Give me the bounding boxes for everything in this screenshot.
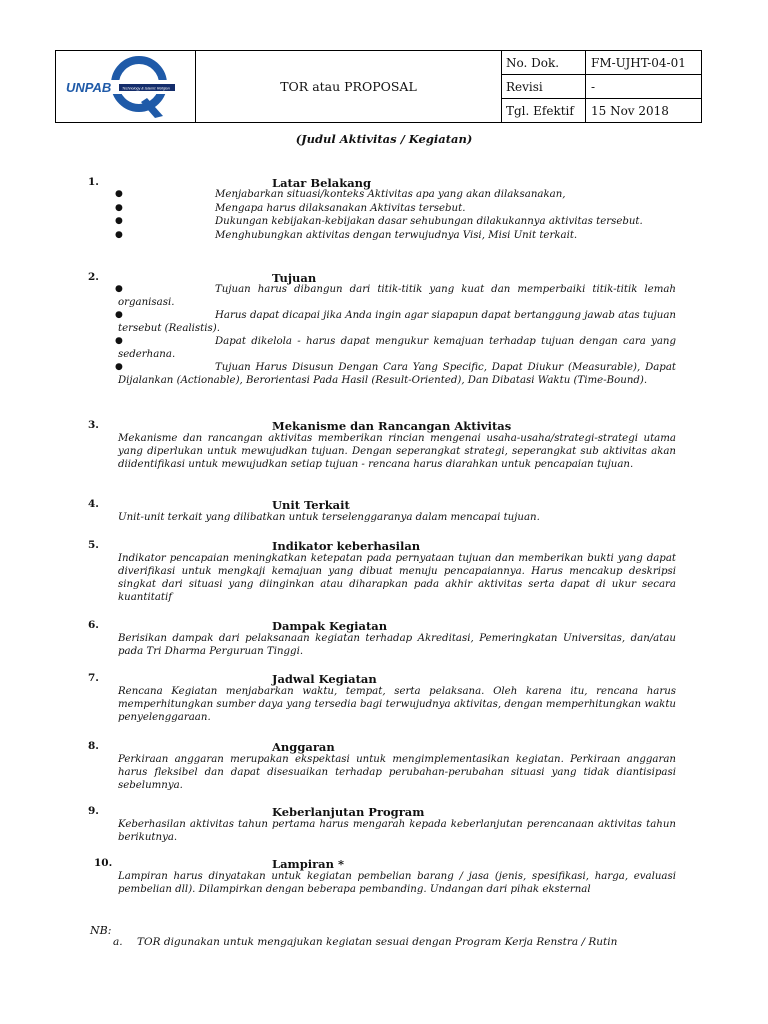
section-body: Berisikan dampak dari pelaksanaan kegiatan terhadap Akreditasi, Pemeringkatan Universitas, dan/atau pada Tri Dharma Perguruan Tinggi.: [118, 633, 676, 657]
list-item: ● Menjabarkan situasi/konteks Aktivitas apa yang akan dilaksanakan,: [115, 189, 566, 200]
section-body: Unit-unit terkait yang dilibatkan untuk terselenggaranya dalam mencapai tujuan.: [118, 512, 540, 523]
meta-label-no-dok: No. Dok.: [502, 51, 586, 75]
section-title: Indikator keberhasilan: [272, 539, 421, 553]
section-number: 3.: [88, 419, 99, 431]
bullet-list: [115, 189, 676, 243]
nb-item: [115, 936, 617, 948]
section-number: 6.: [88, 619, 99, 631]
nb-item-letter: a.: [113, 936, 123, 948]
section-number: 5.: [88, 539, 99, 551]
unpab-logo: [61, 54, 191, 120]
nb-label: NB:: [90, 924, 112, 937]
section-title: Latar Belakang: [272, 176, 372, 190]
section-title: Jadwal Kegiatan: [272, 672, 377, 686]
meta-label-revisi: Revisi: [502, 75, 586, 99]
section-number: 8.: [88, 740, 99, 752]
section-body: Keberhasilan aktivitas tahun pertama harus mengarah kepada keberlanjutan perencanaan aktivitas tahun berikutnya.: [118, 819, 676, 843]
section-title: Mekanisme dan Rancangan Aktivitas: [272, 419, 512, 433]
meta-value-tgl-efektif: 15 Nov 2018: [586, 99, 702, 123]
section-body: Rencana Kegiatan menjabarkan waktu, tempat, serta pelaksana. Oleh karena itu, rencana harus memperhitungkan sumber daya yang tersedia bagi terwujudnya aktivitas, dengan memperhitungkan waktu penyelenggaraan.: [118, 686, 676, 723]
bullet-icon: ●: [115, 216, 123, 226]
document-header-table: [55, 50, 702, 123]
list-item: ● Harus dapat dicapai jika Anda ingin agar siapapun dapat bertanggung jawab atas tujuan tersebut (Realistis).: [115, 310, 676, 334]
bullet-icon: ●: [115, 229, 123, 240]
section-title: Unit Terkait: [272, 498, 350, 512]
list-item: ● Mengapa harus dilaksanakan Aktivitas tersebut.: [115, 202, 466, 214]
bullet-icon: ●: [115, 336, 123, 346]
meta-label-tgl-efektif: Tgl. Efektif: [502, 99, 586, 123]
meta-value-no-dok: FM-UJHT-04-01: [586, 51, 702, 75]
section-number: 1.: [88, 176, 99, 188]
section-number: 7.: [88, 672, 99, 684]
logo-wordmark: UNPAB: [65, 79, 111, 95]
activity-title-placeholder: (Judul Aktivitas / Kegiatan): [295, 132, 473, 146]
bullet-icon: ●: [115, 284, 123, 294]
section-title: Lampiran *: [272, 857, 345, 871]
logo-tagline: Technology & Islamic Religion: [121, 86, 170, 90]
section-number: 4.: [88, 498, 99, 510]
logo-cell: [56, 51, 196, 123]
section-number: 10.: [94, 857, 113, 869]
nb-item-text: TOR digunakan untuk mengajukan kegiatan sesuai dengan Program Kerja Renstra / Rutin: [137, 936, 618, 948]
meta-value-revisi: -: [586, 75, 702, 99]
list-item: ● Dukungan kebijakan-kebijakan dasar sehubungan dilakukannya aktivitas tersebut.: [115, 216, 643, 227]
section-number: 9.: [88, 805, 99, 817]
section-number: 2.: [88, 271, 99, 283]
section-title: Keberlanjutan Program: [272, 805, 425, 819]
document-title-cell: [196, 51, 502, 123]
list-item: ● Tujuan Harus Disusun Dengan Cara Yang Specific, Dapat Diukur (Measurable), Dapat Dijalankan (Actionable), Berorientasi Pada Hasil (Result-Oriented), Dan Dibatasi Waktu (Time-Bound).: [115, 362, 676, 386]
bullet-icon: ●: [115, 189, 123, 199]
section-title: Anggaran: [272, 740, 335, 754]
section-body: Indikator pencapaian meningkatkan ketepatan pada pernyataan tujuan dan memberikan bukti yang dapat diverifikasi untuk mengkaji kemajuan yang dibuat menuju pencapaiannya. Harus mencakup deskripsi singkat dari situasi yang diinginkan atau diharapkan pada akhir aktivitas serta dapat di ukur secara kuantitatif: [118, 553, 676, 603]
section-title: Dampak Kegiatan: [272, 619, 388, 633]
section-title: Tujuan: [272, 271, 317, 285]
bullet-list: [115, 284, 676, 388]
bullet-icon: ●: [115, 310, 123, 320]
section-body: Mekanisme dan rancangan aktivitas memberikan rincian mengenai usaha-usaha/strategi-strategi utama yang diperlukan untuk mewujudkan tujuan. Dengan seperangkat strategi, seperangkat sub aktivitas akan diidentifikasi untuk mewujudkan setiap tujuan - rencana harus diarahkan untuk pencapaian tujuan.: [118, 433, 676, 470]
bullet-icon: ●: [115, 362, 123, 372]
bullet-icon: ●: [115, 202, 123, 213]
document-type-title: TOR atau PROPOSAL: [280, 79, 417, 94]
list-item: ● Menghubungkan aktivitas dengan terwujudnya Visi, Misi Unit terkait.: [115, 229, 578, 241]
list-item: ● Tujuan harus dibangun dari titik-titik yang kuat dan memperbaiki titik-titik lemah organisasi.: [115, 284, 676, 308]
section-body: Lampiran harus dinyatakan untuk kegiatan pembelian barang / jasa (jenis, spesifikasi, harga, evaluasi pembelian dll). Dilampirkan dengan beberapa pembanding. Undangan dari pihak eksternal: [118, 871, 676, 895]
list-item: ● Dapat dikelola - harus dapat mengukur kemajuan terhadap tujuan dengan cara yang sederhana.: [115, 336, 676, 360]
section-body: Perkiraan anggaran merupakan ekspektasi untuk mengimplementasikan kegiatan. Perkiraan anggaran harus fleksibel dan dapat disesuaikan terhadap perubahan-perubahan situasi yang tidak diantisipasi sebelumnya.: [118, 754, 676, 791]
